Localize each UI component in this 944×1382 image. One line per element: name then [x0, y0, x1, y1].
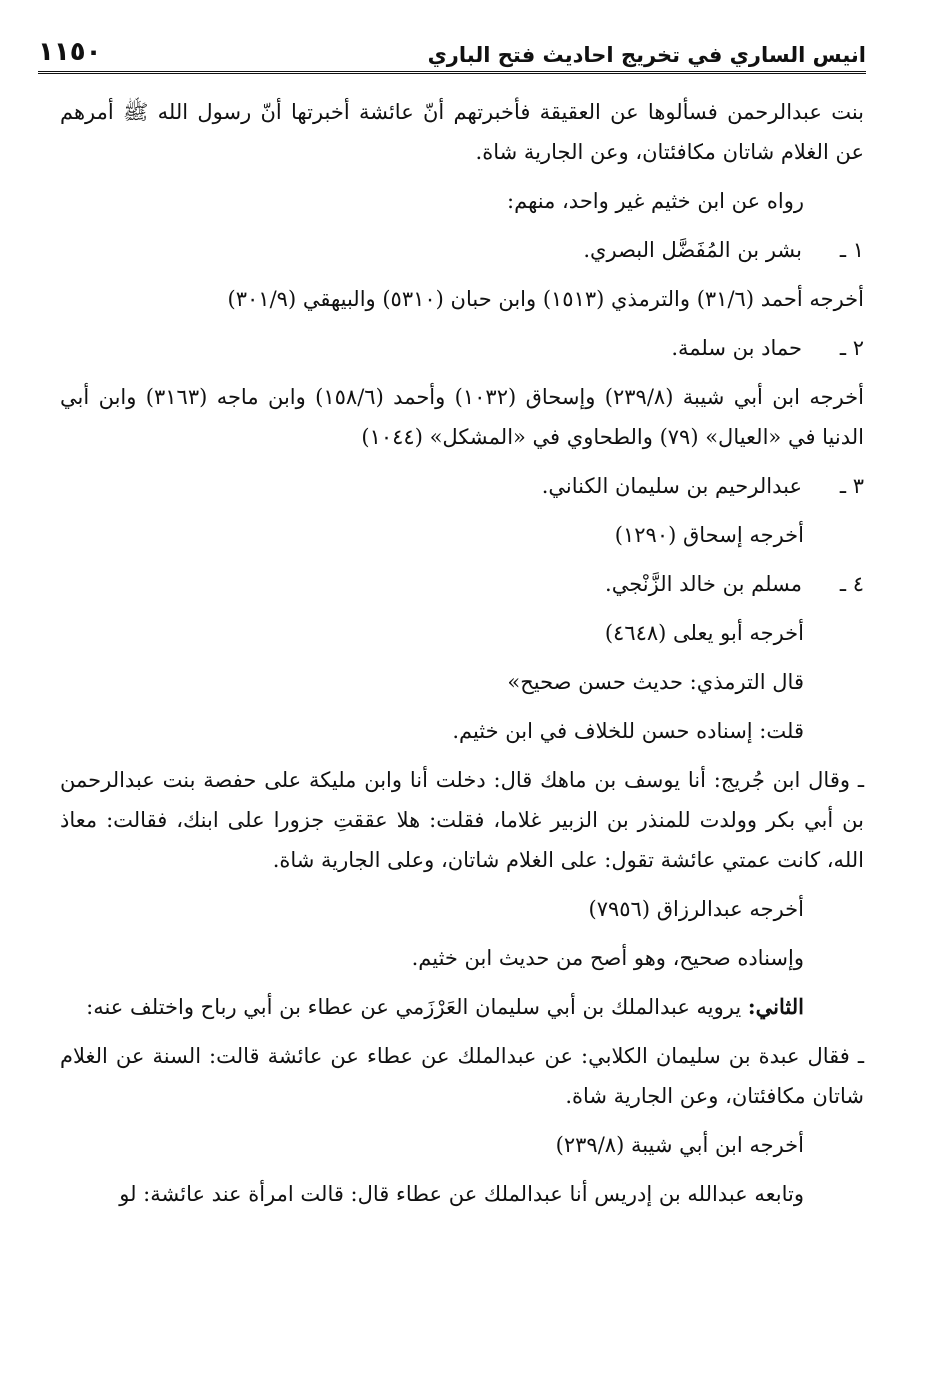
- paragraph-text: أخرجه أحمد (٣١/٦) والترمذي (١٥١٣) وابن حبان (٥٣١٠) والبيهقي (٣٠١/٩): [227, 287, 864, 311]
- paragraph: [60, 1125, 864, 1165]
- paragraph-text: ـ وقال ابن جُريج: أنا يوسف بن ماهك قال: دخلت أنا وابن مليكة على حفصة بنت عبدالرحمن بن أبي بكر وولدت للمنذر بن الزبير غلاما، فقلت: هلا عققتِ جزورا على ابنك، فقالت: معاذ الله، كانت عمتي عائشة تقول: على الغلام شاتان، وعلى الجارية شاة.: [60, 768, 864, 872]
- list-number: ٣ ـ: [839, 474, 864, 498]
- paragraph-text: أخرجه ابن أبي شيبة (٢٣٩/٨) وإسحاق (١٠٣٢) وأحمد (١٥٨/٦) وابن ماجه (٣١٦٣) وابن أبي الدنيا في «العيال» (٧٩) والطحاوي في «المشكل» (١٠٤٤): [60, 385, 864, 449]
- paragraph-text: أخرجه عبدالرزاق (٧٩٥٦): [588, 897, 804, 921]
- paragraph: [60, 181, 864, 221]
- list-text: بشر بن المُفَضَّل البصري.: [583, 238, 802, 262]
- paragraph: [60, 987, 864, 1027]
- paragraph-text: أخرجه إسحاق (١٢٩٠): [614, 523, 804, 547]
- paragraph-text: يرويه عبدالملك بن أبي سليمان العَرْزَمي عن عطاء بن أبي رباح واختلف عنه:: [86, 995, 742, 1019]
- page-header: [38, 28, 866, 74]
- paragraph: [60, 938, 864, 978]
- list-item: [60, 328, 864, 368]
- paragraph: [60, 279, 864, 319]
- paragraph-text: رواه عن ابن خثيم غير واحد، منهم:: [507, 189, 804, 213]
- paragraph: [60, 1036, 864, 1116]
- list-item: [60, 230, 864, 270]
- list-text: مسلم بن خالد الزَّنْجي.: [605, 572, 802, 596]
- paragraph: [60, 377, 864, 457]
- paragraph-text: أخرجه أبو يعلى (٤٦٤٨): [604, 621, 804, 645]
- page-number: ١١٥٠: [38, 37, 102, 67]
- paragraph-text: قلت: إسناده حسن للخلاف في ابن خثيم.: [452, 719, 804, 743]
- paragraph: [60, 711, 864, 751]
- paragraph: [60, 889, 864, 929]
- list-number: ٢ ـ: [839, 336, 864, 360]
- paragraph: [60, 662, 864, 702]
- paragraph: [60, 1174, 864, 1214]
- list-number: ١ ـ: [839, 238, 864, 262]
- paragraph-text: أخرجه ابن أبي شيبة (٢٣٩/٨): [555, 1133, 804, 1157]
- section-lead: الثاني:: [747, 994, 804, 1019]
- paragraph-text: بنت عبدالرحمن فسألوها عن العقيقة فأخبرتهم أنّ عائشة أخبرتها أنّ رسول الله ﷺ أمرهم عن الغلام شاتان مكافئتان، وعن الجارية شاة.: [60, 100, 864, 164]
- list-item: [60, 564, 864, 604]
- paragraph-text: ـ فقال عبدة بن سليمان الكلابي: عن عبدالملك عن عطاء عن عائشة قالت: السنة عن الغلام شاتان مكافئتان، وعن الجارية شاة.: [60, 1044, 864, 1108]
- list-item: [60, 466, 864, 506]
- list-text: عبدالرحيم بن سليمان الكناني.: [541, 474, 802, 498]
- paragraph-text: وتابعه عبدالله بن إدريس أنا عبدالملك عن عطاء قال: قالت امرأة عند عائشة: لو: [119, 1182, 804, 1206]
- list-number: ٤ ـ: [839, 572, 864, 596]
- running-title: انيس الساري في تخريج احاديث فتح الباري: [427, 43, 866, 67]
- paragraph-text: وإسناده صحيح، وهو أصح من حديث ابن خثيم.: [411, 946, 804, 970]
- paragraph: [60, 613, 864, 653]
- paragraph: [60, 515, 864, 555]
- paragraph: [60, 760, 864, 880]
- document-body: [60, 92, 864, 1223]
- paragraph: [60, 92, 864, 172]
- paragraph-text: قال الترمذي: حديث حسن صحيح»: [507, 670, 804, 694]
- list-text: حماد بن سلمة.: [671, 336, 802, 360]
